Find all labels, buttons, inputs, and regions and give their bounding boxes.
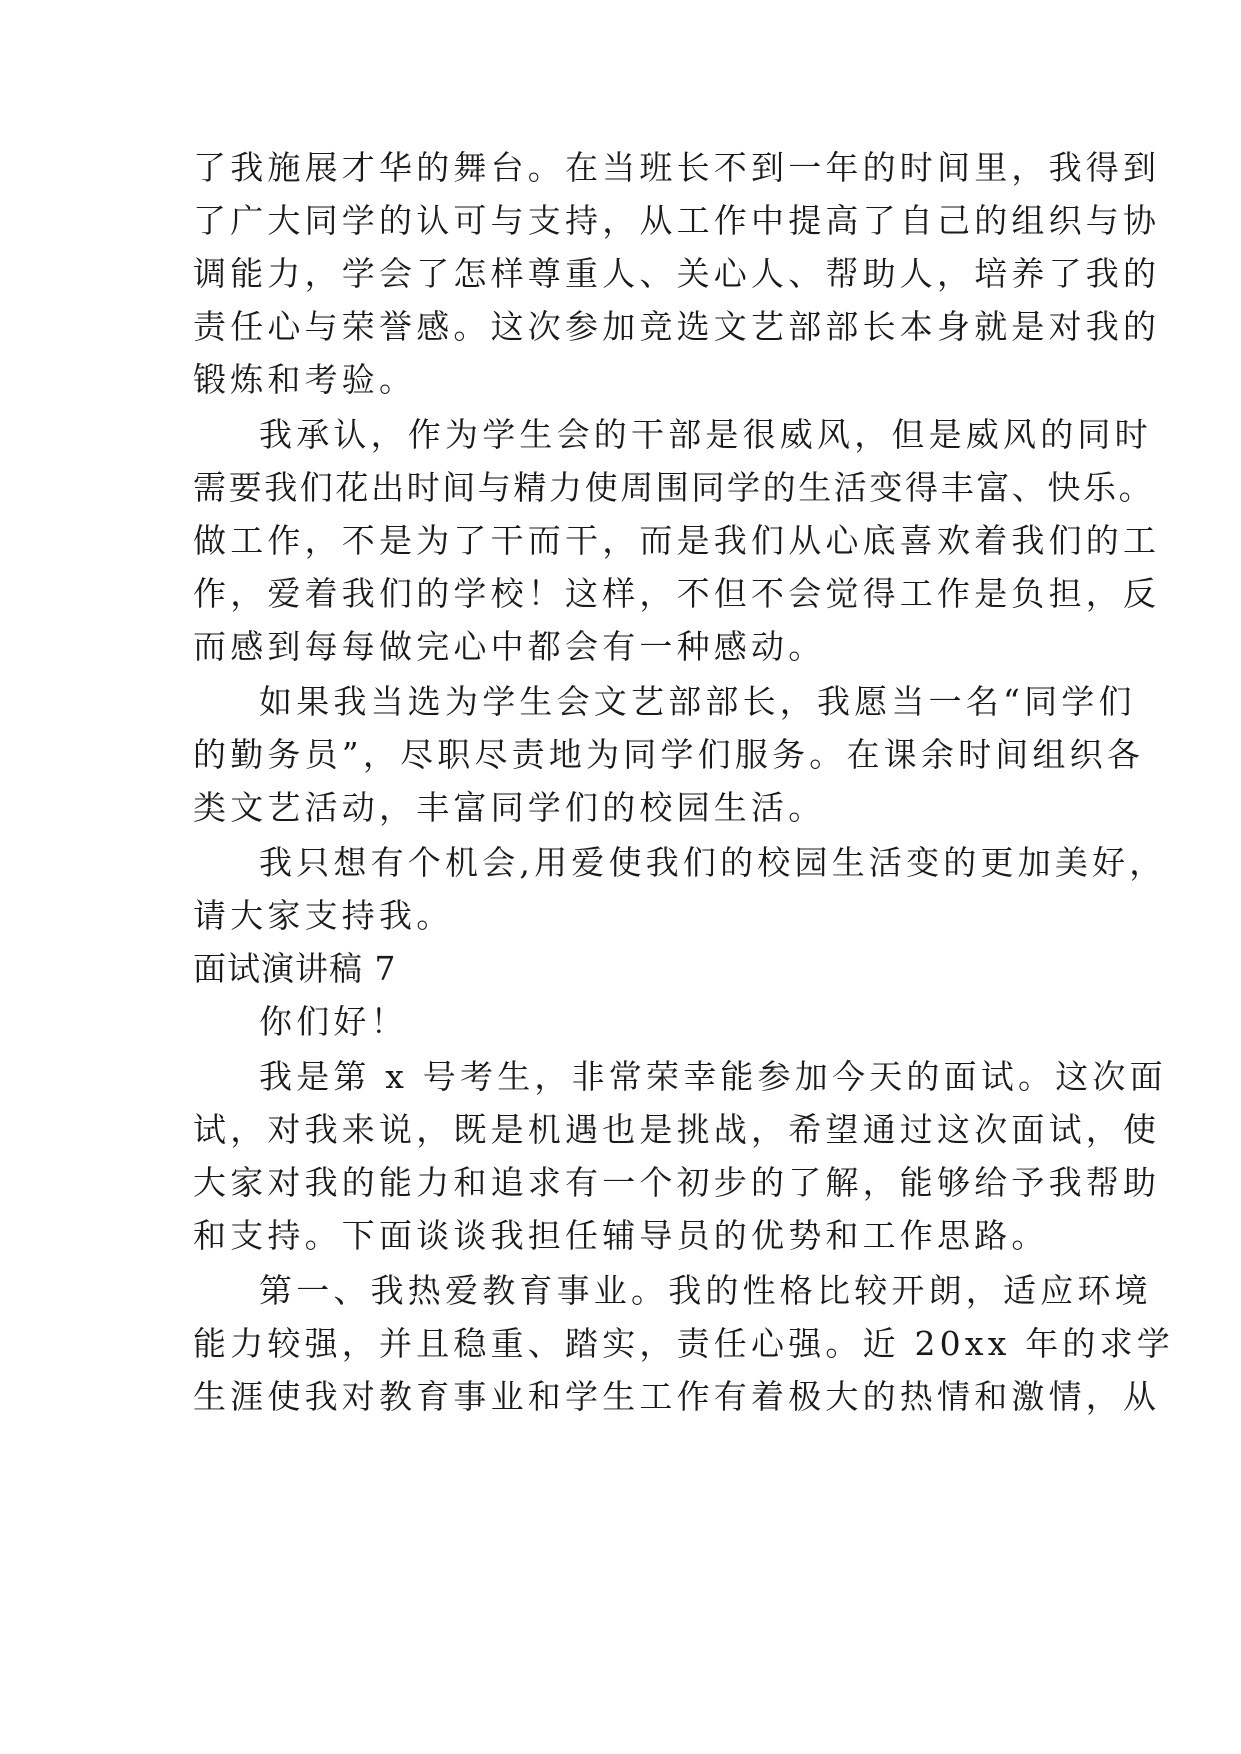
paragraph-line: 调能力，学会了怎样尊重人、关心人、帮助人，培养了我的 — [193, 254, 1161, 293]
paragraph-line: 锻炼和考验。 — [193, 360, 417, 399]
paragraph-line: 如果我当选为学生会文艺部部长，我愿当一名“同学们 — [259, 682, 1136, 721]
paragraph-line: 了我施展才华的舞台。在当班长不到一年的时间里，我得到 — [193, 148, 1161, 187]
paragraph-line: 生涯使我对教育事业和学生工作有着极大的热情和激情，从 — [193, 1377, 1161, 1416]
paragraph-line: 类文艺活动，丰富同学们的校园生活。 — [193, 788, 826, 827]
paragraph-line: 第一、我热爱教育事业。我的性格比较开朗，适应环境 — [259, 1271, 1152, 1310]
paragraph-line: 而感到每每做完心中都会有一种感动。 — [193, 627, 826, 666]
paragraph-line: 责任心与荣誉感。这次参加竞选文艺部部长本身就是对我的 — [193, 307, 1161, 346]
paragraph-line: 了广大同学的认可与支持，从工作中提高了自己的组织与协 — [193, 201, 1161, 240]
paragraph-line: 做工作，不是为了干而干，而是我们从心底喜欢着我们的工 — [193, 521, 1161, 560]
paragraph-line: 和支持。下面谈谈我担任辅导员的优势和工作思路。 — [193, 1216, 1049, 1255]
section-heading: 面试演讲稿 7 — [193, 949, 397, 988]
paragraph-line: 大家对我的能力和追求有一个初步的了解，能够给予我帮助 — [193, 1163, 1161, 1202]
paragraph-line: 请大家支持我。 — [193, 896, 454, 935]
paragraph-line: 能力较强，并且稳重、踏实，责任心强。近 20xx 年的求学 — [193, 1324, 1174, 1363]
paragraph-line: 试，对我来说，既是机遇也是挑战，希望通过这次面试，使 — [193, 1110, 1161, 1149]
paragraph-line: 的勤务员”，尽职尽责地为同学们服务。在课余时间组织各 — [193, 735, 1145, 774]
paragraph-line: 我承认，作为学生会的干部是很威风，但是威风的同时 — [259, 415, 1152, 454]
paragraph-line: 作，爱着我们的学校！这样，不但不会觉得工作是负担，反 — [193, 574, 1161, 613]
paragraph-line: 我是第 x 号考生，非常荣幸能参加今天的面试。这次面 — [259, 1057, 1167, 1096]
paragraph-line: 我只想有个机会,用爱使我们的校园生活变的更加美好， — [259, 843, 1167, 882]
greeting-line: 你们好！ — [259, 1002, 408, 1041]
paragraph-line: 需要我们花出时间与精力使周围同学的生活变得丰富、快乐。 — [193, 468, 1155, 507]
